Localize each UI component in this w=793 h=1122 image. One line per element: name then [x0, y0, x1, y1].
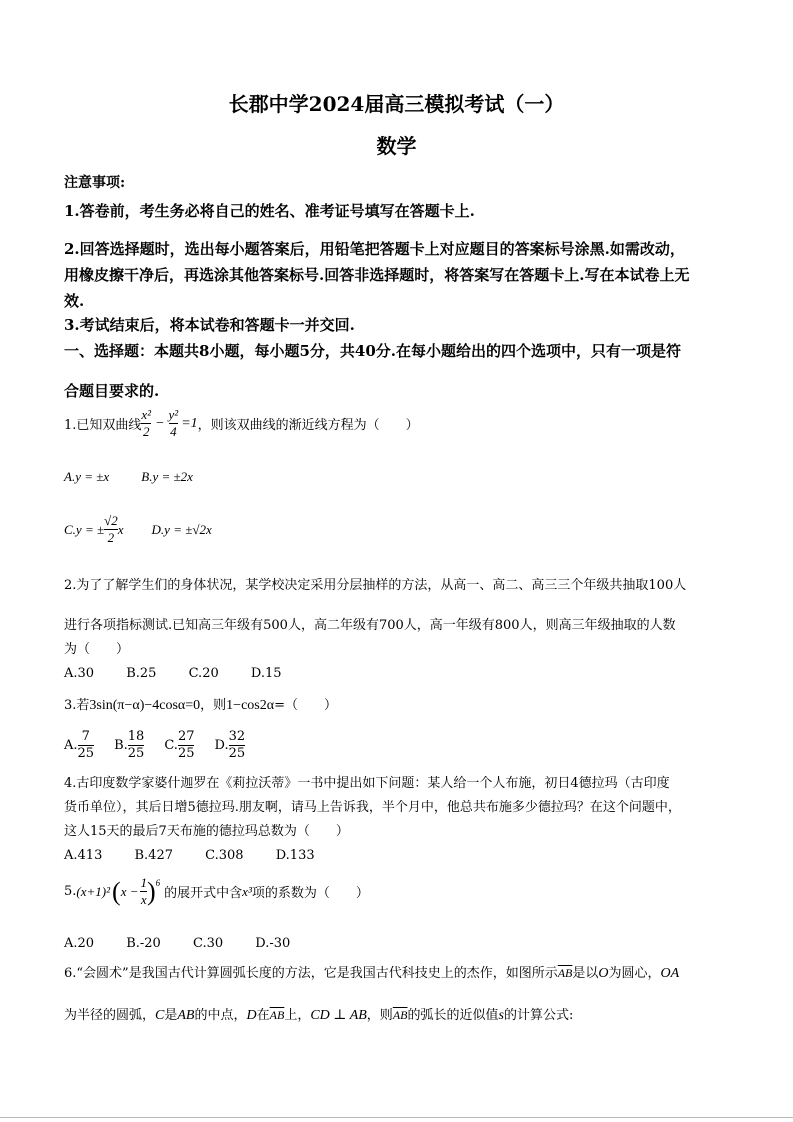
question-4-option-c[interactable]: C.308 [205, 848, 244, 863]
question-2-option-a[interactable]: A.30 [64, 666, 95, 681]
question-4-option-d[interactable]: D.133 [275, 848, 315, 863]
question-5-option-a[interactable]: A.20 [64, 936, 95, 951]
question-2-option-c[interactable]: C.20 [188, 666, 219, 681]
question-5-options [64, 936, 318, 951]
question-1-option-d[interactable]: D.y = ±√2x [151, 521, 212, 537]
question-4-options [64, 848, 343, 863]
question-3-expression: 1−cos2α [226, 698, 275, 713]
question-1-option-b[interactable]: B.y = ±2x [141, 469, 193, 484]
question-2-line-1: 2.为了了解学生们的身体状况，某学校决定采用分层抽样的方法，从高一、高二、高三三个年级共抽取100人 [64, 578, 687, 593]
question-1-prefix: 1.已知双曲线 [64, 418, 142, 434]
question-6-line-2: 为半径的圆弧，C是AB的中点，D在$\overline{AB}$上，CD ⊥ AB，则$\overline{AB}$的弧长的近似值s的计算公式: [64, 1008, 574, 1023]
question-4-line-1: 4.古印度数学家婆什迦罗在《莉拉沃蒂》一书中提出如下问题：某人给一个人布施，初日4德拉玛（古印度 [64, 776, 670, 791]
question-3-option-d[interactable]: D. $\frac{32}{25}$ [214, 729, 246, 762]
question-5-factor: (x+1)² [76, 883, 111, 899]
question-5-stem: 5. (x+1)² ( x − $\frac{1}{x}$ ) 6 的展开式中含 x³ 项的系数为（ ） [64, 875, 369, 908]
question-2-option-b[interactable]: B.25 [126, 666, 157, 681]
notice-item-2-line-3: 效. [64, 292, 85, 310]
notice-item-1: 1.答卷前，考生务必将自己的姓名、准考证号填写在答题卡上. [64, 202, 475, 220]
question-1-option-c[interactable]: C. y = ± $\frac{√2}{2}$ x [64, 513, 124, 546]
question-3-option-b[interactable]: B. $\frac{18}{25}$ [114, 729, 145, 762]
question-3-option-a[interactable]: A. $\frac{7}{25}$ [64, 729, 95, 762]
question-6-line-1: 6.“会圆术”是我国古代计算圆弧长度的方法，它是我国古代科技史上的杰作，如图所示$\overline{AB}$是以O为圆心，OA [64, 966, 680, 981]
notice-item-2-line-2: 用橡皮擦干净后，再选涂其他答案标号.回答非选择题时，将答案写在答题卡上.写在本试卷上无 [64, 266, 690, 284]
question-5-option-c[interactable]: C.30 [192, 936, 224, 951]
question-1-stem [64, 408, 419, 440]
notice-item-3: 3.考试结束后，将本试卷和答题卡一并交回. [64, 316, 355, 334]
question-3-options [64, 730, 245, 762]
question-4-line-2: 货币单位），其后日增5德拉玛.朋友啊，请马上告诉我，半个月中，他总共布施多少德拉玛？在这个问题中， [64, 800, 681, 815]
question-1-options-row-1 [64, 469, 221, 485]
question-2-option-d[interactable]: D.15 [250, 666, 282, 681]
question-4-option-a[interactable]: A.413 [64, 848, 103, 863]
section-1-heading-line-2: 合题目要求的. [64, 382, 160, 400]
question-2-line-2: 进行各项指标测试.已知高三年级有500人，高二年级有700人，高一年级有800人，则高三年级抽取的人数 [64, 618, 676, 633]
question-5-option-b[interactable]: B.-20 [126, 936, 161, 951]
question-2-line-3: 为（ ） [64, 642, 130, 657]
question-4-line-3: 这人15天的最后7天布施的德拉玛总数为（ ） [64, 824, 349, 839]
question-1-options-row-2 [64, 514, 212, 546]
arc-ab: $\overline{AB}$ [557, 966, 573, 980]
question-1-minus: − [155, 415, 165, 431]
notice-item-2-line-1: 2.回答选择题时，选出每小题答案后，用铅笔把答题卡上对应题目的答案标号涂黑.如需改动， [64, 240, 685, 258]
question-3-stem: 3.若3sin(π−α)−4cosα=0，则1−cos2α=（ ） [64, 698, 337, 713]
question-5-fraction: $\frac{1}{x}$ [140, 875, 147, 908]
question-2-options [64, 666, 310, 681]
question-5-term: x³ [242, 883, 252, 899]
page-bottom-divider [0, 1117, 793, 1118]
question-1-option-a[interactable]: A.y = ±x [64, 469, 110, 484]
notice-heading: 注意事项: [64, 175, 126, 191]
exam-title: 长郡中学2024届高三模拟考试（一） [228, 92, 565, 116]
question-3-option-c[interactable]: C. $\frac{27}{25}$ [164, 729, 195, 762]
question-1-suffix: ，则该双曲线的渐近线方程为（ ） [197, 418, 419, 434]
question-4-option-b[interactable]: B.427 [134, 848, 173, 863]
question-1-frac-y: $\frac{\text{y²}}{4}$ [168, 407, 179, 440]
question-3-equation: 3sin(π−α)−4cosα=0 [89, 698, 201, 713]
subject-title: 数学 [376, 134, 417, 158]
section-1-heading-line-1: 一、选择题：本题共8小题，每小题5分，共40分.在每小题给出的四个选项中，只有一项是符 [64, 342, 681, 360]
question-5-option-d[interactable]: D.-30 [255, 936, 291, 951]
question-1-frac-x: $\frac{\text{x²}}{2}$ [141, 407, 152, 440]
question-1-rhs: =1 [181, 415, 198, 431]
